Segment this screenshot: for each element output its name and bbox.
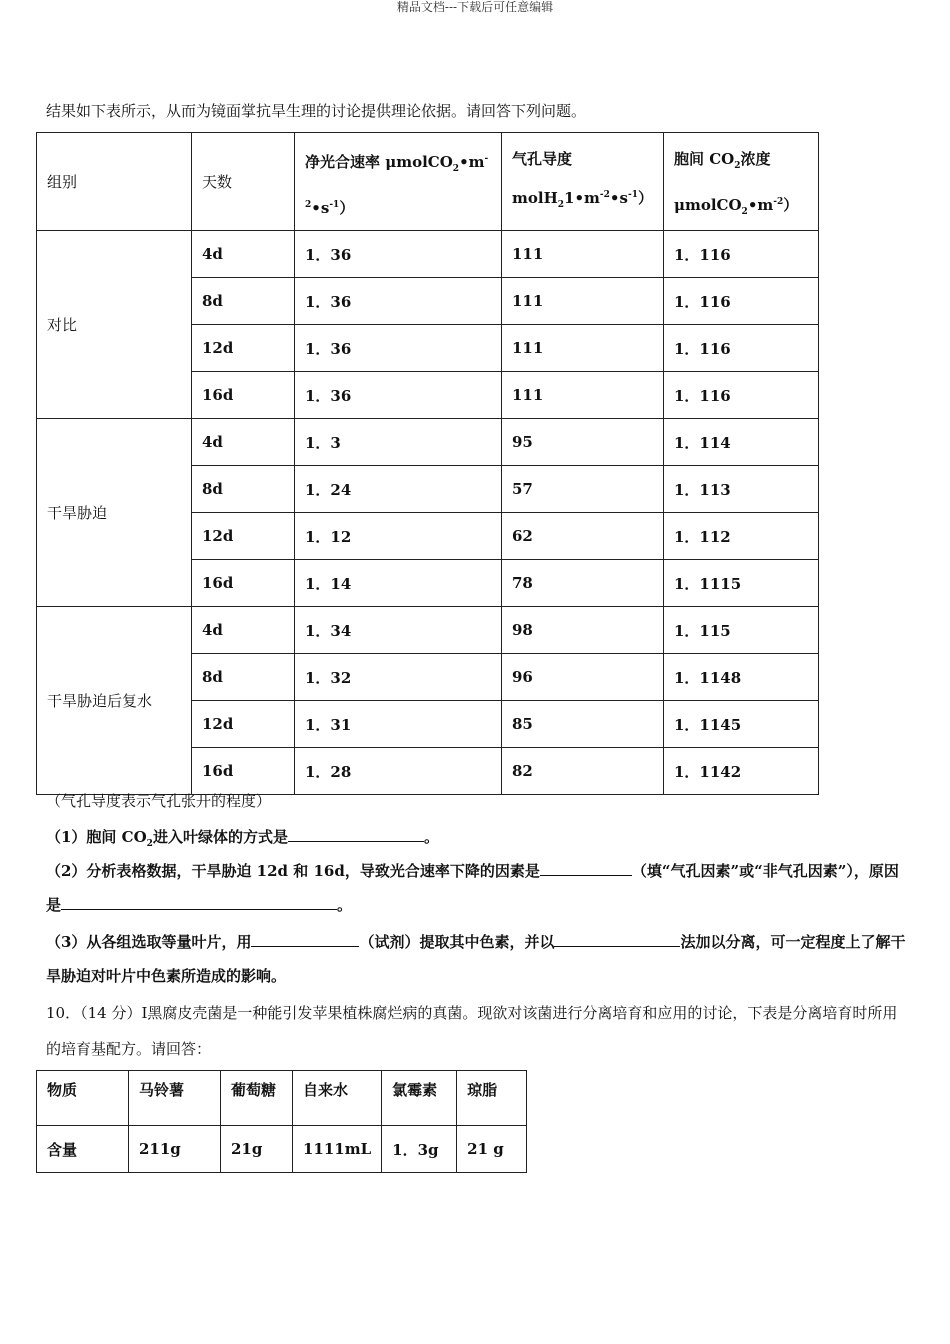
cell-co2: 1．114 (663, 419, 818, 466)
question-10: 10．（14 分）Ⅰ黑腐皮壳菌是一种能引发苹果植株腐烂病的真菌。现欲对该菌进行分离培育和应用的讨论，下表是分离培育时所用的培育基配方。请回答： (46, 1004, 898, 1058)
answer-blank[interactable] (251, 930, 359, 947)
cell-rate: 1．36 (295, 231, 502, 278)
cell-cond: 82 (502, 748, 664, 795)
cell-day: 4d (192, 607, 295, 654)
header-cell: 琼脂 (457, 1071, 527, 1126)
header-conductance: 气孔导度 $molH_21•m^{-2}•s^{-1}$） (502, 133, 664, 231)
cell-cond: 85 (502, 701, 664, 748)
table-row (37, 607, 819, 654)
header-cell: 马铃薯 (129, 1071, 221, 1126)
cell-day: 8d (192, 466, 295, 513)
cell-day: 4d (192, 419, 295, 466)
answer-blank[interactable] (288, 825, 424, 842)
table-header-row (37, 133, 819, 231)
header-cell: 葡萄糖 (221, 1071, 293, 1126)
header-co2: 胞间 $CO_2$浓度 $\mu molCO_2•m^{-2}$） (663, 133, 818, 231)
photosynthesis-table (36, 132, 819, 795)
cell-co2: 1．116 (663, 231, 818, 278)
cell-day: 12d (192, 325, 295, 372)
question-3: （3）从各组选取等量叶片，用 （试剂）提取其中色素，并以 法加以分离，可一定程度上了解干旱胁迫对叶片中色素所造成的影响。 (46, 925, 908, 993)
value-cell: 1111mL (293, 1126, 382, 1173)
cell-co2: 1．1142 (663, 748, 818, 795)
cell-cond: 57 (502, 466, 664, 513)
cell-rate: 1．28 (295, 748, 502, 795)
cell-cond: 111 (502, 278, 664, 325)
cell-rate: 1．32 (295, 654, 502, 701)
cell-rate: 1．36 (295, 278, 502, 325)
group-name: 对比 (37, 231, 192, 419)
cell-rate: 1．34 (295, 607, 502, 654)
cell-co2: 1．116 (663, 372, 818, 419)
cell-co2: 1．113 (663, 466, 818, 513)
cell-day: 8d (192, 278, 295, 325)
medium-table (36, 1070, 527, 1173)
cell-co2: 1．1115 (663, 560, 818, 607)
answer-blank[interactable] (540, 859, 632, 876)
cell-co2: 1．1145 (663, 701, 818, 748)
cell-day: 16d (192, 560, 295, 607)
group-name: 干旱胁迫 (37, 419, 192, 607)
value-cell: 21 g (457, 1126, 527, 1173)
cell-cond: 62 (502, 513, 664, 560)
cell-day: 8d (192, 654, 295, 701)
header-group: 组别 (37, 133, 192, 231)
table-note: （气孔导度表示气孔张开的程度） (46, 792, 272, 810)
cell-co2: 1．115 (663, 607, 818, 654)
question-2: （2）分析表格数据，干旱胁迫 12d 和 16d，导致光合速率下降的因素是 （填“气孔因素”或“非气孔因素”），原因是 。 (46, 854, 908, 922)
cell-cond: 111 (502, 372, 664, 419)
value-cell: 211g (129, 1126, 221, 1173)
header-rate: 净光合速率 μmolCO$_2$•m- $^2•s^{-1}$） (295, 133, 502, 231)
cell-co2: 1．116 (663, 278, 818, 325)
cell-day: 16d (192, 748, 295, 795)
cell-co2: 1．116 (663, 325, 818, 372)
cell-day: 12d (192, 513, 295, 560)
cell-co2: 1．112 (663, 513, 818, 560)
cell-rate: 1．36 (295, 372, 502, 419)
table-row (37, 231, 819, 278)
cell-rate: 1．3 (295, 419, 502, 466)
answer-blank[interactable] (61, 893, 337, 910)
table-row (37, 1071, 527, 1126)
cell-rate: 1．31 (295, 701, 502, 748)
group-name: 干旱胁迫后复水 (37, 607, 192, 795)
cell-day: 4d (192, 231, 295, 278)
header-days: 天数 (192, 133, 295, 231)
cell-co2: 1．1148 (663, 654, 818, 701)
cell-cond: 111 (502, 325, 664, 372)
cell-rate: 1．24 (295, 466, 502, 513)
question-1: （1）胞间 $CO_2$进入叶绿体的方式是 。 (46, 820, 908, 861)
header-cell: 自来水 (293, 1071, 382, 1126)
cell-day: 12d (192, 701, 295, 748)
cell-cond: 95 (502, 419, 664, 466)
intro-text: 结果如下表所示，从而为镜面掌抗旱生理的讨论提供理论依据。请回答下列问题。 (46, 102, 587, 120)
value-cell: 1．3g (382, 1126, 457, 1173)
header-cell: 物质 (37, 1071, 129, 1126)
cell-rate: 1．12 (295, 513, 502, 560)
value-cell: 21g (221, 1126, 293, 1173)
cell-cond: 78 (502, 560, 664, 607)
page-header: 精品文档---下载后可任意编辑 (396, 0, 554, 14)
cell-cond: 98 (502, 607, 664, 654)
cell-rate: 1．14 (295, 560, 502, 607)
cell-cond: 96 (502, 654, 664, 701)
header-cell: 氯霉素 (382, 1071, 457, 1126)
table-row (37, 419, 819, 466)
cell-cond: 111 (502, 231, 664, 278)
cell-rate: 1．36 (295, 325, 502, 372)
answer-blank[interactable] (554, 930, 680, 947)
cell-day: 16d (192, 372, 295, 419)
value-cell: 含量 (37, 1126, 129, 1173)
table-row (37, 1126, 527, 1173)
